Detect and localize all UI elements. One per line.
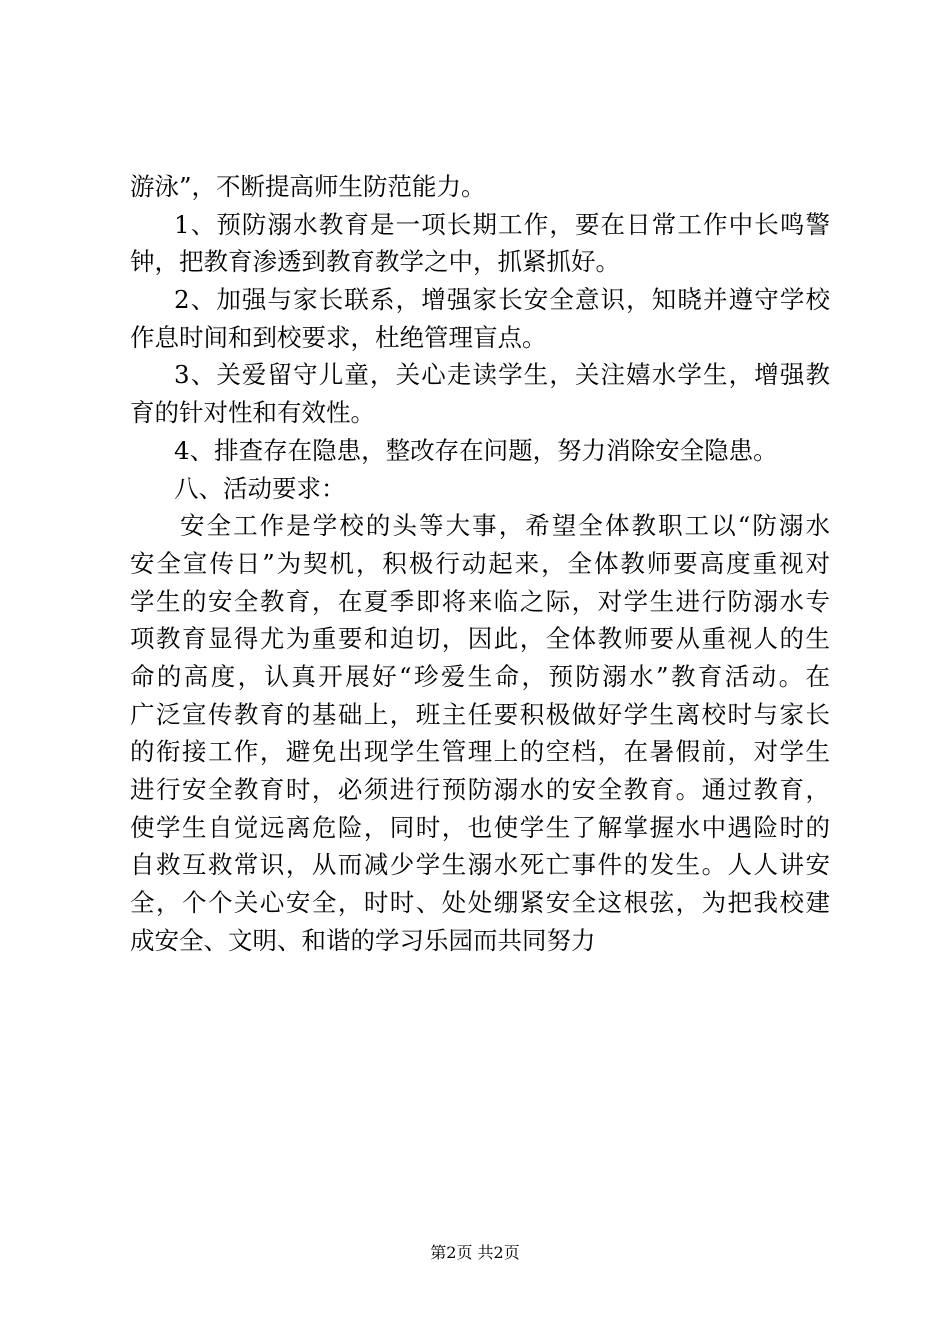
text-line: 成安全、文明、和谐的学习乐园而共同努力 bbox=[130, 925, 596, 955]
section-heading: 八、活动要求： bbox=[174, 473, 346, 503]
text-line: 育的针对性和有效性。 bbox=[130, 398, 375, 428]
text-line: 进行安全教育时，必须进行预防溺水的安全教育。通过教育， bbox=[130, 775, 830, 804]
text-line: 广泛宣传教育的基础上，班主任要积极做好学生离校时与家长 bbox=[130, 699, 830, 729]
document-body bbox=[130, 168, 830, 959]
text-line: 命的高度，认真开展好“珍爱生命，预防溺水”教育活动。在 bbox=[130, 661, 830, 691]
text-line: 项教育显得尤为重要和迫切，因此，全体教师要从重视人的生 bbox=[130, 624, 830, 654]
text-line: 全，个个关心安全，时时、处处绷紧安全这根弦，为把我校建 bbox=[130, 888, 830, 918]
text-line: 4、排查存在隐患，整改存在问题，努力消除安全隐患。 bbox=[174, 435, 778, 465]
text-line: 钟，把教育渗透到教育教学之中，抓紧抓好。 bbox=[130, 247, 620, 277]
page-number-label: 第2页 共2页 bbox=[430, 1243, 520, 1262]
text-line: 安全宣传日”为契机，积极行动起来，全体教师要高度重视对 bbox=[130, 548, 830, 578]
text-line: 自救互救常识，从而减少学生溺水死亡事件的发生。人人讲安 bbox=[130, 850, 830, 880]
text-line: 游泳”，不断提高师生防范能力。 bbox=[130, 172, 486, 201]
text-line: 安全工作是学校的头等大事，希望全体教职工以“防溺水 bbox=[180, 511, 830, 541]
text-line: 作息时间和到校要求，杜绝管理盲点。 bbox=[130, 322, 547, 352]
text-line: 3、关爱留守儿童，关心走读学生，关注嬉水学生，增强教 bbox=[174, 360, 830, 390]
text-line: 使学生自觉远离危险，同时，也使学生了解掌握水中遇险时的 bbox=[130, 812, 830, 842]
text-line: 2、加强与家长联系，增强家长安全意识，知晓并遵守学校 bbox=[174, 285, 830, 315]
text-line: 的衔接工作，避免出现学生管理上的空档，在暑假前，对学生 bbox=[130, 737, 830, 767]
text-line: 1、预防溺水教育是一项长期工作，要在日常工作中长鸣警 bbox=[174, 209, 830, 239]
text-line: 学生的安全教育，在夏季即将来临之际，对学生进行防溺水专 bbox=[130, 586, 830, 616]
page-footer bbox=[0, 1243, 950, 1263]
